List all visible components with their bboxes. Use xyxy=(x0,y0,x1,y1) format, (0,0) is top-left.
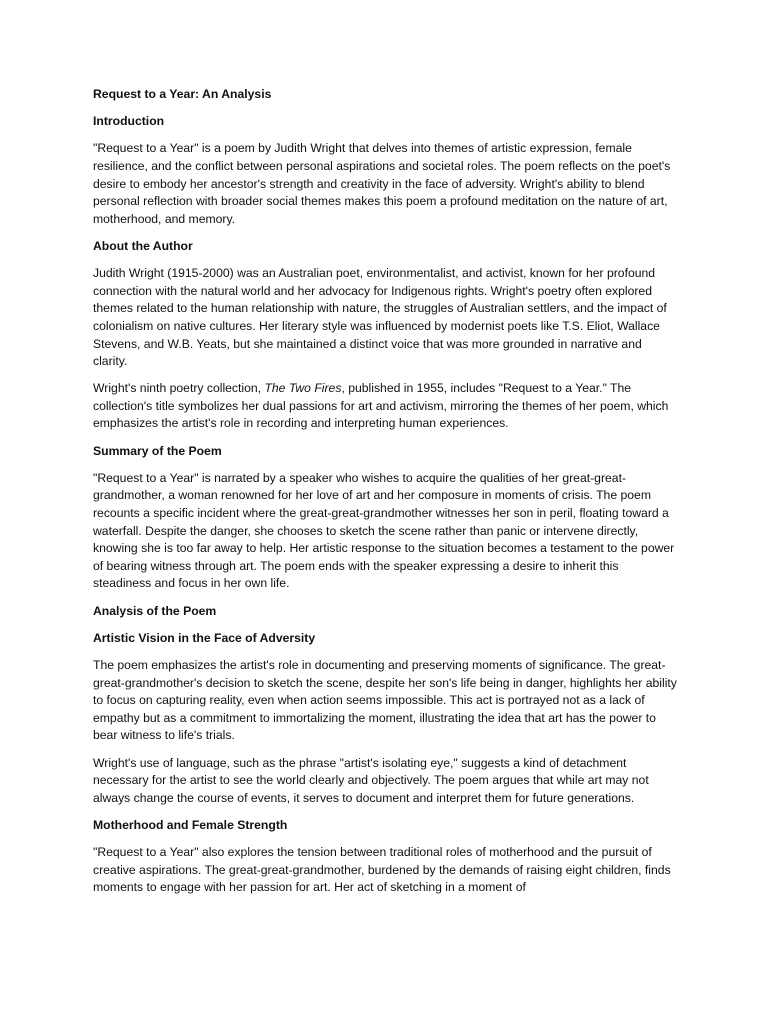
section-heading-introduction: Introduction xyxy=(93,114,165,129)
artistic-vision-paragraph-1: The poem emphasizes the artist's role in documenting and preserving moments of significance. The great-great-grandmother's decision to sketch the scene, despite her son's life being in danger, highlights her ability to focus on capturing reality, even when action seems impossible. This act is portrayed not as a lack of empathy but as a commitment to immortalizing the moment, illustrating the idea that art has the power to bear witness to life's trials. xyxy=(93,657,677,743)
artistic-vision-paragraph-2: Wright's use of language, such as the phrase "artist's isolating eye," suggests a kind of detachment necessary for the artist to see the world clearly and objectively. The poem argues that while art may not always change the course of events, it serves to document and interpret them for future generations. xyxy=(93,755,649,805)
subsection-heading-artistic-vision: Artistic Vision in the Face of Adversity xyxy=(93,630,316,645)
collection-title-italic: The Two Fires xyxy=(264,381,342,396)
subsection-heading-motherhood: Motherhood and Female Strength xyxy=(93,817,288,832)
section-heading-analysis: Analysis of the Poem xyxy=(93,603,217,618)
motherhood-paragraph-1: "Request to a Year" also explores the tension between traditional roles of motherhood and the pursuit of creative aspirations. The great-great-grandmother, burdened by the demands of raising eight children, finds moments to engage with her passion for art. Her act of sketching in a moment of xyxy=(93,845,671,895)
summary-paragraph: "Request to a Year" is narrated by a speaker who wishes to acquire the qualities of her great-great-grandmother, a woman renowned for her love of art and her composure in moments of crisis. The poem recounts a specific incident where the great-great-grandmother witnesses her son in peril, floating toward a waterfall. Despite the danger, she chooses to sketch the scene rather than panic or intervene directly, knowing she is too far away to help. Her artistic response to the situation becomes a testament to the power of bearing witness through art. The poem ends with the speaker expressing a desire to inherit this steadiness and focus in her own life. xyxy=(93,470,675,591)
about-author-paragraph-1: Judith Wright (1915-2000) was an Australian poet, environmentalist, and activist, known for her profound connection with the natural world and her advocacy for Indigenous rights. Wright's poetry often explored themes related to the human relationship with nature, the struggles of Australian settlers, and the impact of colonialism on native cultures. Her literary style was influenced by modernist poets like T.S. Eliot, Wallace Stevens, and W.B. Yeats, but she maintained a distinct voice that was more grounded in narrative and clarity. xyxy=(93,266,667,369)
section-heading-summary: Summary of the Poem xyxy=(93,443,222,458)
document-title: Request to a Year: An Analysis xyxy=(93,87,272,101)
introduction-paragraph: "Request to a Year" is a poem by Judith Wright that delves into themes of artistic expression, female resilience, and the conflict between personal aspirations and societal roles. The poem reflects on the poet's desire to embody her ancestor's strength and creativity in the face of adversity. Wright's ability to blend personal reflection with broader social themes makes this poem a profound meditation on the nature of art, motherhood, and memory. xyxy=(93,141,671,226)
about-author-paragraph-2 xyxy=(93,380,677,433)
document-page xyxy=(93,86,677,906)
section-heading-about-author: About the Author xyxy=(93,238,193,253)
about-author-paragraph-2-start: Wright's ninth poetry collection, xyxy=(93,381,265,396)
about-author-paragraph-2-end: , published in 1955, includes "Request to a Year." The collection's title symbolizes her dual passions for art and activism, mirroring the themes of her poem, which emphasizes the artist's role in recording and interpreting human experiences. xyxy=(93,381,669,431)
